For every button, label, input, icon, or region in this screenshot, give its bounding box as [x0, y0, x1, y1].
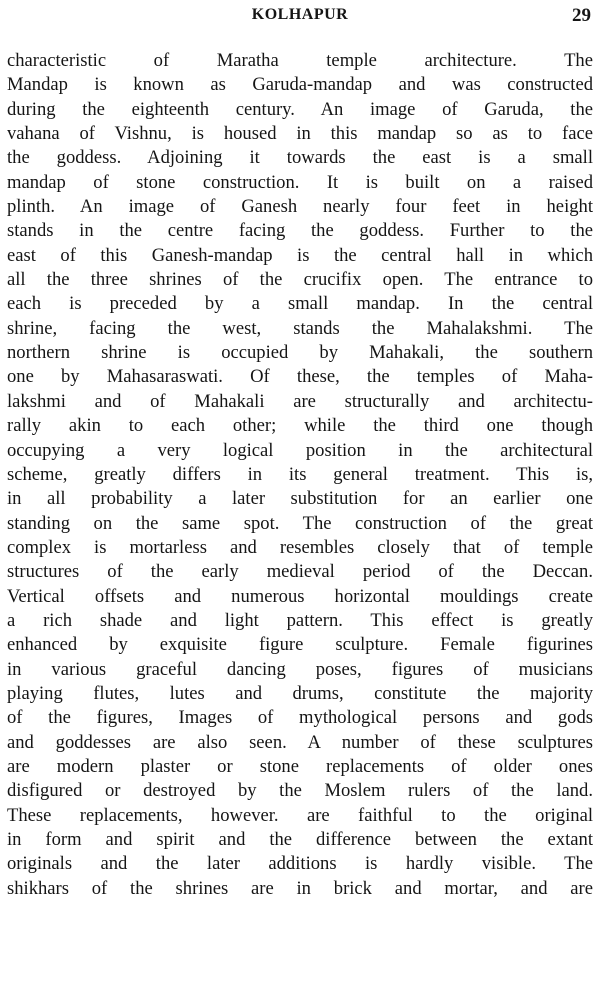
text-line: rally akin to each other; while the third one though	[7, 415, 593, 437]
text-line: of the figures, Images of mythological persons and gods	[7, 707, 593, 729]
text-line: during the eighteenth century. An image of Garuda, the	[7, 98, 593, 120]
text-line: originals and the later additions is hardly visible. The	[7, 853, 593, 875]
text-line: vahana of Vishnu, is housed in this mandap so as to face	[7, 123, 593, 145]
text-line: scheme, greatly differs in its general treatment. This is,	[7, 463, 593, 485]
text-line: characteristic of Maratha temple architecture. The	[7, 50, 593, 71]
text-line: are modern plaster or stone replacements of older ones	[7, 755, 593, 777]
text-line: lakshmi and of Mahakali are structurally and architectu-	[7, 390, 593, 412]
text-line: each is preceded by a small mandap. In the central	[7, 293, 593, 315]
text-line: northern shrine is occupied by Mahakali, the southern	[7, 342, 593, 364]
text-line: a rich shade and light pattern. This effect is greatly	[7, 609, 593, 631]
text-line: disfigured or destroyed by the Moslem rulers of the land.	[7, 780, 593, 802]
text-line: one by Mahasaraswati. Of these, the temples of Maha-	[7, 366, 593, 388]
text-line: stands in the centre facing the goddess. Further to the	[7, 220, 593, 242]
text-line: east of this Ganesh-mandap is the central hall in which	[7, 244, 593, 266]
text-line: standing on the same spot. The construction of the great	[7, 512, 593, 534]
text-line: These replacements, however. are faithful to the original	[7, 804, 593, 826]
text-line: in form and spirit and the difference between the extant	[7, 829, 593, 850]
text-line: structures of the early medieval period of the Deccan.	[7, 561, 593, 583]
text-line: mandap of stone construction. It is built on a raised	[7, 171, 593, 193]
text-line: the goddess. Adjoining it towards the east is a small	[7, 147, 593, 169]
text-line: playing flutes, lutes and drums, constitute the majority	[7, 682, 593, 704]
text-line: plinth. An image of Ganesh nearly four feet in height	[7, 196, 593, 218]
text-line: enhanced by exquisite figure sculpture. Female figurines	[7, 634, 593, 656]
text-line: occupying a very logical position in the architectural	[7, 439, 593, 461]
text-line: in various graceful dancing poses, figures of musicians	[7, 658, 593, 680]
text-line: Mandap is known as Garuda-mandap and was constructed	[7, 74, 593, 96]
running-head: KOLHAPUR	[251, 6, 349, 23]
page-number: 29	[572, 5, 591, 26]
text-line: shrine, facing the west, stands the Mahalakshmi. The	[7, 317, 593, 339]
text-line: shikhars of the shrines are in brick and mortar, and are	[7, 877, 593, 899]
text-line: all the three shrines of the crucifix open. The entrance to	[7, 269, 593, 291]
body-paragraph	[7, 49, 593, 901]
page-header	[0, 6, 600, 30]
text-line: and goddesses are also seen. A number of these sculptures	[7, 731, 593, 753]
text-line: complex is mortarless and resembles closely that of temple	[7, 536, 593, 558]
text-line: Vertical offsets and numerous horizontal mouldings create	[7, 585, 593, 607]
text-line: in all probability a later substitution for an earlier one	[7, 488, 593, 510]
